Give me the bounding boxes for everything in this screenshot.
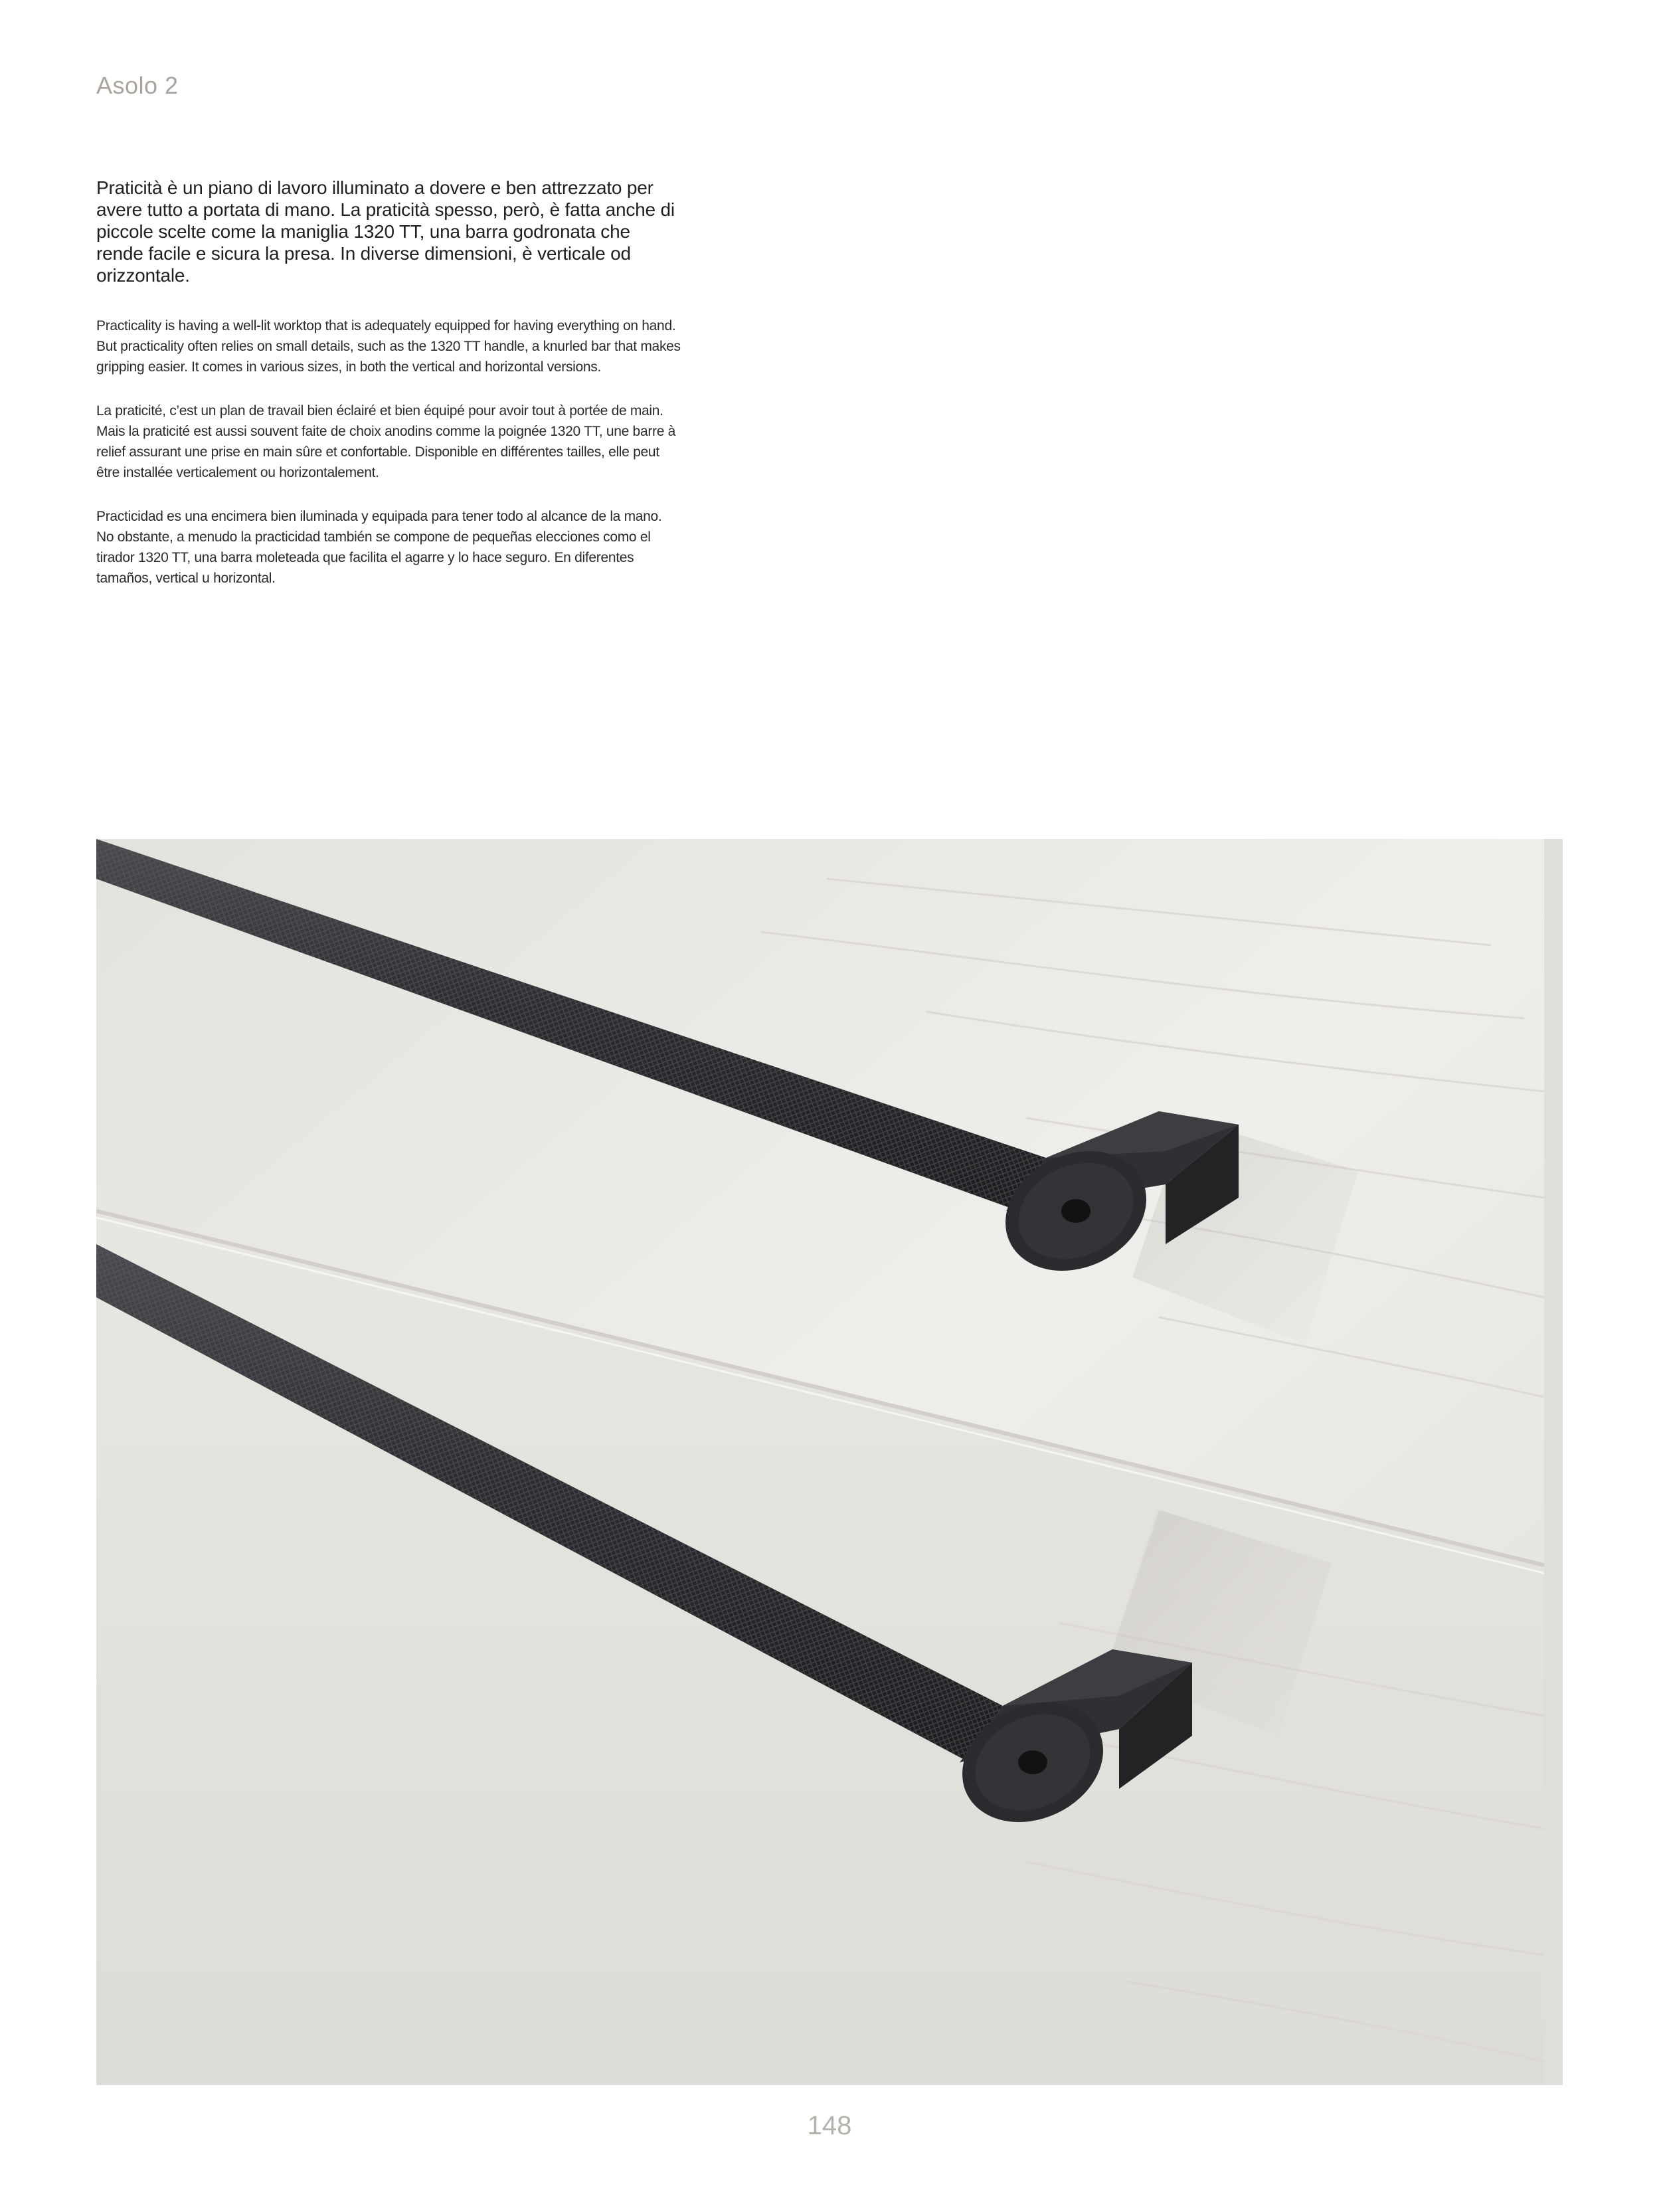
description-french: La praticité, c’est un plan de travail bien éclairé et bien équipé pour avoir tout à portée de main. Mais la praticité est aussi souvent faite de choix anodins comme la poignée 1320 TT, une barre à relief assurant une prise en main sûre et confortable. Disponible en différentes tailles, elle peut être installée verticalement ou horizontalement. xyxy=(96,403,675,480)
description-spanish: Practicidad es una encimera bien iluminada y equipada para tener todo al alcance de la mano. No obstante, a menudo la practicidad también se compone de pequeñas elecciones como el tirador 1320 TT, una barra moleteada que facilita el agarre y lo hace seguro. En diferentes tamaños, vertical u horizontal. xyxy=(96,509,662,586)
section-title: Asolo 2 xyxy=(96,72,179,99)
description-italian: Praticità è un piano di lavoro illuminato a dovere e ben attrezzato per avere tutto a portata di mano. La praticità spesso, però, è fatta anche di piccole scelte come la maniglia 1320 TT, una barra godronata che rende facile e sicura la presa. In diverse dimensioni, è verticale od orizzontale. xyxy=(96,177,675,286)
screw-hole-icon xyxy=(1018,1750,1047,1774)
product-photo-handles xyxy=(96,839,1563,2085)
description-text-column xyxy=(96,177,681,612)
screw-hole-icon xyxy=(1061,1199,1091,1223)
description-english: Practicality is having a well-lit worktop that is adequately equipped for having everything on hand. But practicality often relies on small details, such as the 1320 TT handle, a knurled bar that makes gripping easier. It comes in various sizes, in both the vertical and horizontal versions. xyxy=(96,318,681,375)
page-number: 148 xyxy=(807,2111,852,2140)
handle-photo-illustration xyxy=(96,839,1563,2085)
